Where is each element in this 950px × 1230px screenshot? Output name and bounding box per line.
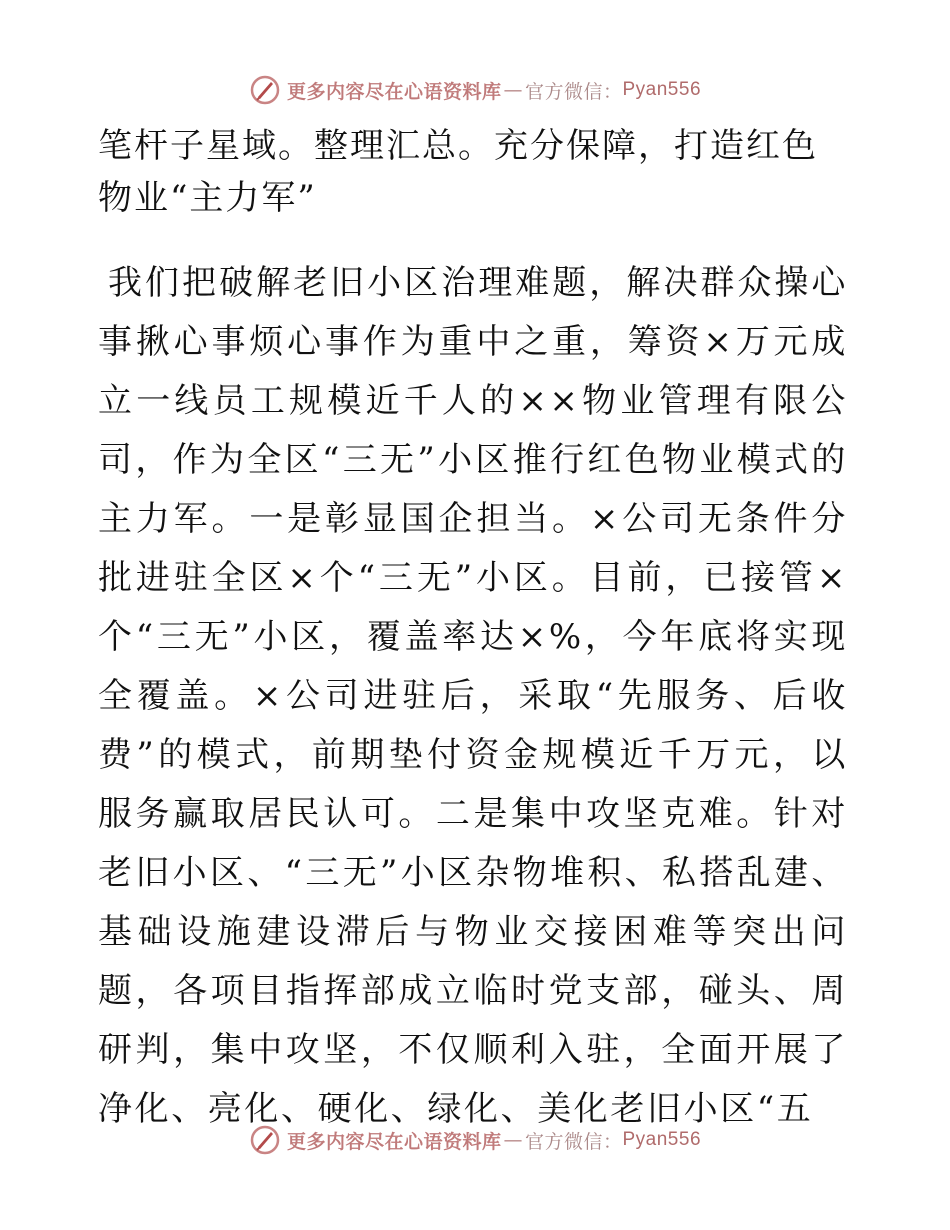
feather-pen-logo-icon (249, 74, 281, 106)
watermark-brand: 更多内容尽在心语资料库 (286, 80, 502, 103)
header-watermark (0, 70, 950, 110)
feather-pen-logo-icon (249, 1124, 281, 1156)
watermark-wechat-label: 官方微信： (524, 80, 623, 103)
footer-watermark (0, 1120, 950, 1160)
watermark-wechat-id: Pyan556 (622, 79, 702, 100)
watermark-separator: — (503, 1129, 523, 1151)
watermark-separator: — (503, 79, 523, 101)
document-body (98, 120, 858, 1139)
watermark-wechat-id: Pyan556 (622, 1129, 702, 1150)
body-paragraph: 我们把破解老旧小区治理难题，解决群众操心事揪心事烦心事作为重中之重，筹资×万元成立一线员工规模近千人的××物业管理有限公司，作为全区“三无”小区推行红色物业模式的主力军。一是彰显国企担当。×公司无条件分批进驻全区×个“三无”小区。目前，已接管×个“三无”小区，覆盖率达×%，今年底将实现全覆盖。×公司进驻后，采取“先服务、后收费”的模式，前期垫付资金规模近千万元，以服务赢取居民认可。二是集中攻坚克难。针对老旧小区、“三无”小区杂物堆积、私搭乱建、基础设施建设滞后与物业交接困难等突出问题，各项目指挥部成立临时党支部，碰头、周研判，集中攻坚，不仅顺利入驻，全面开展了净化、亮化、硬化、绿化、美化老旧小区“五 (98, 263, 848, 1129)
watermark-wechat-label: 官方微信： (524, 1130, 623, 1153)
watermark-brand: 更多内容尽在心语资料库 (286, 1130, 502, 1153)
section-heading: 笔杆子星域。整理汇总。充分保障，打造红色物业“主力军” (98, 126, 818, 218)
